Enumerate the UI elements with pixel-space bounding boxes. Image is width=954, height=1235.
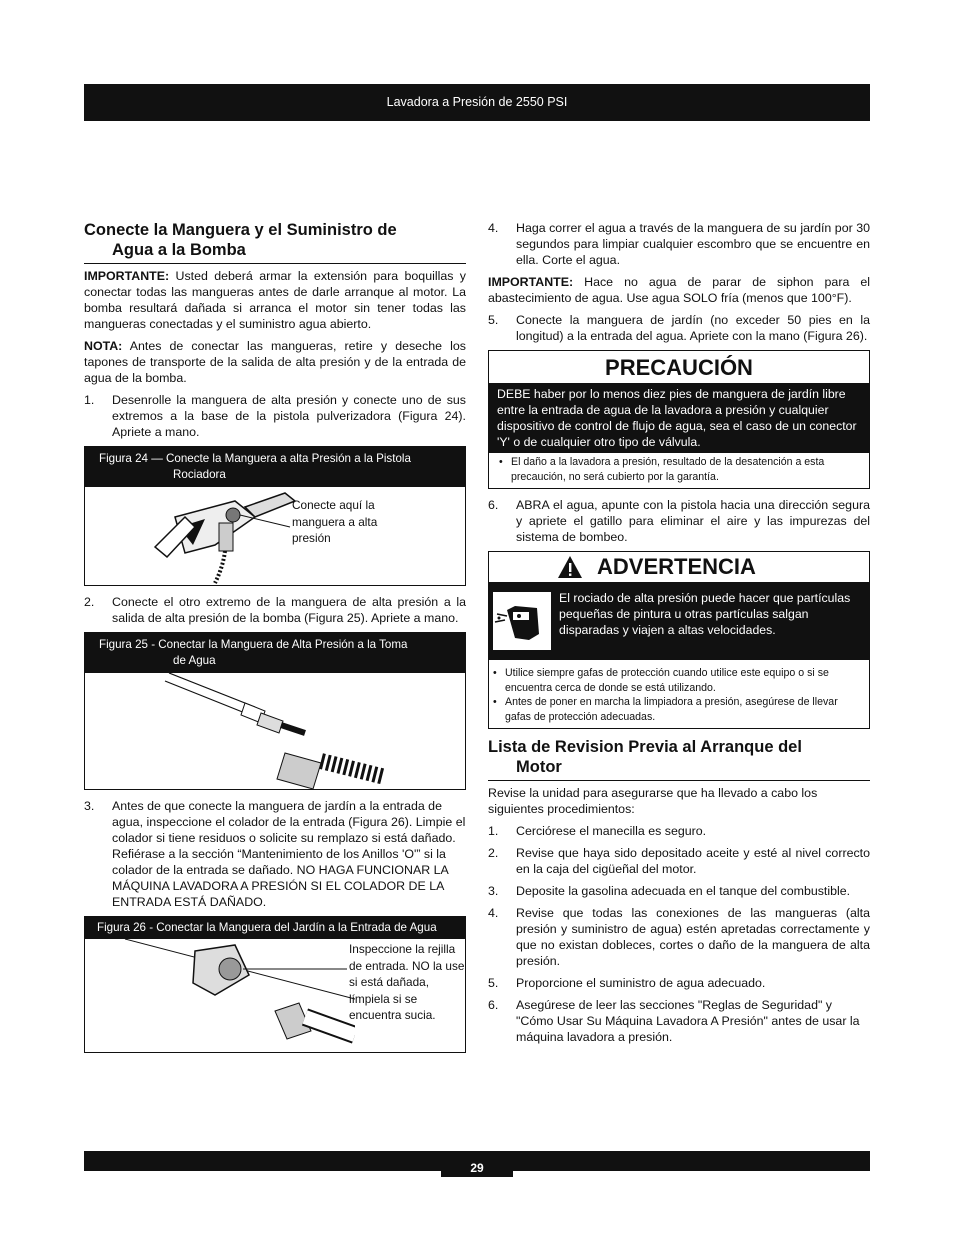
list-item: 6. Asegúrese de leer las secciones "Reglas de Seguridad" y "Cómo Usar Su Máquina Lavadora A Presión" antes de usar la máquina lavadora a presión. [488, 998, 860, 1044]
caution-note: • El daño a la lavadora a presión, resultado de la desatención a esta precaución, no será cubierto por la garantía. [497, 455, 861, 485]
step-4: 4. Haga correr el agua a través de la manguera de su jardín por 30 segundos para limpiar cualquier escombro que se encuentre en ella. Corte el agua. [488, 221, 870, 267]
figure-24 [84, 446, 466, 586]
caution-body: DEBE haber por lo menos diez pies de manguera de jardín libre entre la entrada de agua de la lavadora a presión y cualquier dispositivo de control de flujo de agua, sea el caso de un conector 'Y' o de cualquier otro tipo de válvula. [489, 383, 869, 453]
header-bar [84, 84, 870, 121]
figure-25-title: Figura 25 - Conectar la Manguera de Alta Presión a la Toma de Agua [85, 633, 465, 673]
figure-24-title: Figura 24 — Conecte la Manguera a alta Presión a la Pistola Rociadora [85, 447, 465, 487]
list-item: 5. Proporcione el suministro de agua adecuado. [488, 976, 766, 990]
precheck-intro: Revise la unidad para asegurarse que ha llevado a cabo los siguientes procedimientos: [488, 786, 818, 816]
section-heading-precheck: Lista de Revision Previa al Arranque del Motor [488, 737, 870, 781]
precheck-list [488, 823, 870, 1045]
figure-26-caption: Inspeccione la rejilla de entrada. NO la use si está dañada, límpiela si se encuentra sucia. [349, 942, 465, 1022]
section-heading-connect-hose: Conecte la Manguera y el Suministro de Agua a la Bomba [84, 220, 466, 264]
step-6: 6. ABRA el agua, apunte con la pistola hacia una dirección segura y apriete el gatillo para eliminar el aire y las impurezas del sistema de bombeo. [488, 498, 870, 544]
importante-paragraph: IMPORTANTE: Usted deberá armar la extensión para boquillas y conectar todas las mangueras antes de darle arranque al motor. La bomba resultará dañada si arranca el motor sin tener todas las mangueras conectadas y el suministro agua abierto. [84, 269, 466, 331]
warning-note-2: • Antes de poner en marcha la limpiadora a presión, asegúrese de llevar gafas de protección adecuadas. [491, 695, 861, 724]
eye-protection-icon [491, 590, 553, 652]
step-3: 3. Antes de que conecte la manguera de jardín a la entrada de agua, inspeccione el colador de la entrada (Figura 26). Limpie el colador si tiene residuos o solicite su remplazo si está dañado. Refiérase a la sección “Mantenimiento de los Anillos 'O'” si la colador de la entrada se dañado. NO HAGA FUNCIONAR LA MÁQUINA LAVADORA A PRESIÓN SI EL COLADOR DE LA ENTRADA ESTÁ DAÑADO. [84, 799, 466, 909]
warning-title: ADVERTENCIA [597, 554, 756, 579]
step-2: 2. Conecte el otro extremo de la manguera de alta presión a la salida de alta presión de la bomba (Figura 25). Apriete a mano. [84, 595, 466, 625]
warning-triangle-icon [557, 555, 583, 579]
page-number: 29 [441, 1151, 513, 1177]
figure-24-caption: Conecte aquí la manguera a alta presión [292, 498, 378, 545]
list-item: 2. Revise que haya sido depositado aceite y esté al nivel correcto en la caja del cigüeñal del motor. [488, 846, 870, 876]
figure-25 [84, 632, 466, 790]
header-title: Lavadora a Presión de 2550 PSI [386, 95, 568, 109]
caution-title: PRECAUCIÓN [605, 355, 753, 380]
importante-water-paragraph: IMPORTANTE: Hace no agua de parar de siphon para el abastecimiento de agua. Use agua SOLO fría (menos que 100°F). [488, 275, 870, 305]
garden-hose-inlet-illustration [85, 939, 355, 1052]
warning-body: El rociado de alta presión puede hacer que partículas pequeñas de pintura u otras partículas salgan disparadas y viajen a altas velocidades. [559, 591, 851, 637]
figure-26 [84, 916, 466, 1053]
left-column [84, 220, 466, 1061]
warning-box [488, 551, 870, 729]
right-column [488, 220, 870, 1051]
figure-26-title: Figura 26 - Conectar la Manguera del Jardín a la Entrada de Agua [85, 917, 465, 939]
step-5: 5. Conecte la manguera de jardín (no exceder 50 pies en la longitud) a la entrada del agua. Apriete con la mano (Figura 26). [488, 313, 870, 343]
list-item: 4. Revise que todas las conexiones de las mangueras (alta presión y suministro de agua) estén apretadas correctamente y que no existan dobleces, cortes o daño de la manguera de alta presión. [488, 906, 870, 968]
nota-paragraph: NOTA: Antes de conectar las mangueras, retire y deseche los tapones de transporte de la salida de alta presión y de la entrada de agua de la bomba. [84, 339, 466, 385]
high-pressure-hose-illustration [85, 673, 465, 789]
list-item: 1. Cerciórese el manecilla es seguro. [488, 824, 707, 838]
caution-box [488, 350, 870, 489]
warning-note-1: • Utilice siempre gafas de protección cuando utilice este equipo o si se encuentra cerca de donde se está utilizando. [491, 666, 861, 695]
list-item: 3. Deposite la gasolina adecuada en el tanque del combustible. [488, 884, 851, 898]
step-1: 1. Desenrolle la manguera de alta presión y conecte uno de sus extremos a la base de la pistola pulverizadora (Figura 24). Apriete a mano. [84, 393, 466, 439]
